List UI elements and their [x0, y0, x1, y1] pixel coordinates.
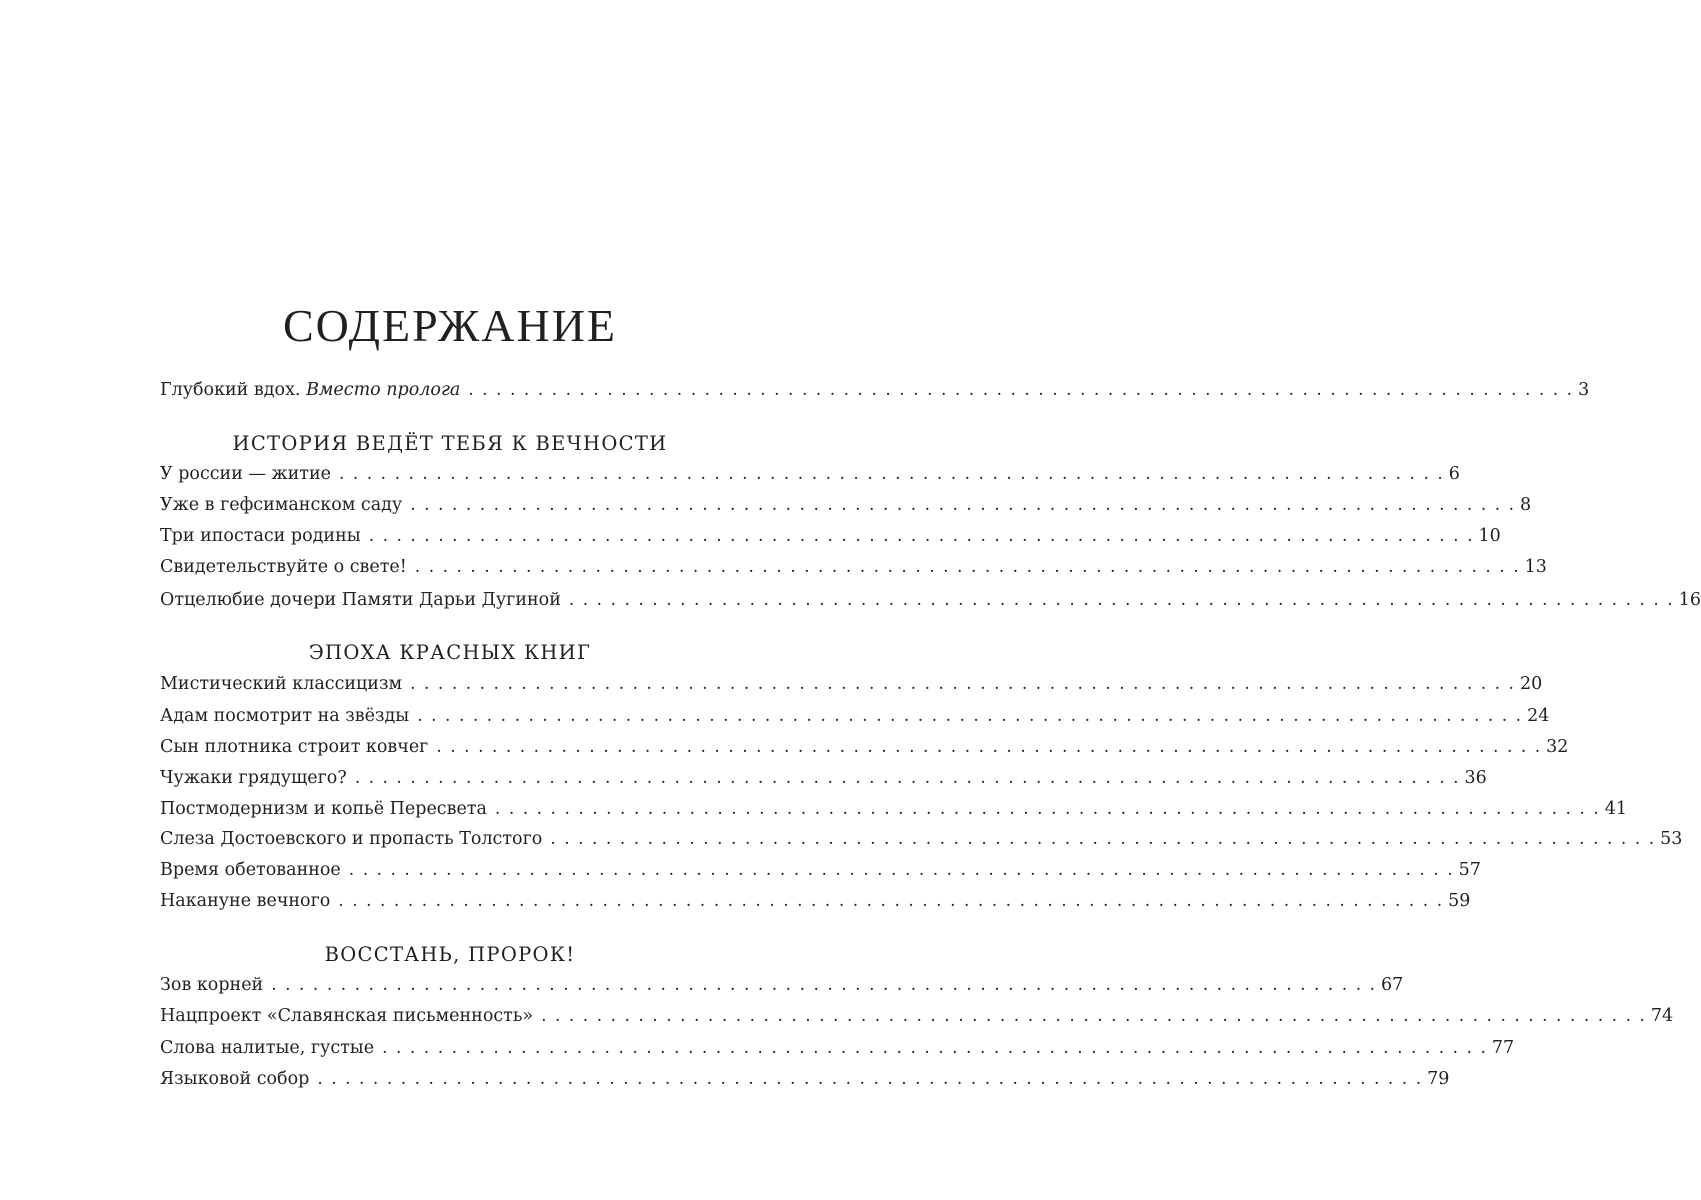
toc-page-number: 79	[1427, 1069, 1450, 1089]
toc-entry-label: Зов корней	[160, 975, 264, 995]
toc-page-number: 77	[1491, 1038, 1515, 1058]
toc-page-number: 53	[1660, 829, 1683, 849]
toc-entry-label: Постмодернизм и копьё Пересвета	[160, 799, 487, 819]
dot-leader: . . . . . . . . . . . . . . . . . . . . . . . . . . . . . . . . . . . . . . . . . . . . . . . . . . . . . . . . . . . . . . . . . . . . . . . . . . . . . . . .	[568, 590, 1673, 610]
toc-entry-label: Чужаки грядущего?	[160, 768, 347, 788]
toc-entry	[160, 732, 1569, 762]
dot-leader: . . . . . . . . . . . . . . . . . . . . . . . . . . . . . . . . . . . . . . . . . . . . . . . . . . . . . . . . . . . . . . . . . . . . . . . . . . . . . . . .	[541, 1006, 1645, 1026]
dot-leader: . . . . . . . . . . . . . . . . . . . . . . . . . . . . . . . . . . . . . . . . . . . . . . . . . . . . . . . . . . . . . . . . . . . . . . . . . . . . . . . .	[338, 464, 1443, 484]
toc-page-number: 6	[1448, 464, 1460, 484]
toc-page-number: 67	[1381, 975, 1404, 995]
toc-page-number: 3	[1578, 380, 1590, 400]
toc-page-number: 8	[1520, 495, 1532, 515]
toc-entry	[160, 794, 1628, 824]
toc-entry	[160, 490, 1532, 520]
page-title: СОДЕРЖАНИЕ	[282, 300, 618, 351]
toc-entry-label: Глубокий вдох. Вместо пролога	[160, 380, 461, 400]
toc-entry	[160, 701, 1550, 731]
toc-entry	[160, 1033, 1515, 1063]
dot-leader: . . . . . . . . . . . . . . . . . . . . . . . . . . . . . . . . . . . . . . . . . . . . . . . . . . . . . . . . . . . . . . . . . . . . . . . . . . . . . . . .	[368, 526, 1473, 546]
toc-entry-label: У россии — житие	[160, 464, 331, 484]
dot-leader: . . . . . . . . . . . . . . . . . . . . . . . . . . . . . . . . . . . . . . . . . . . . . . . . . . . . . . . . . . . . . . . . . . . . . . . . . . . . . . . .	[317, 1069, 1422, 1089]
toc-entry-label: Слова налитые, густые	[160, 1038, 375, 1058]
toc-entry	[160, 886, 1471, 916]
toc-entry-label: Адам посмотрит на звёзды	[160, 706, 410, 726]
toc-entry-prologue	[160, 375, 1590, 405]
dot-leader: . . . . . . . . . . . . . . . . . . . . . . . . . . . . . . . . . . . . . . . . . . . . . . . . . . . . . . . . . . . . . . . . . . . . . . . . . . . . . . . .	[410, 674, 1514, 694]
toc-entry-label: Уже в гефсиманском саду	[160, 495, 403, 515]
toc-page-number: 16	[1678, 590, 1701, 610]
section-heading: ИСТОРИЯ ВЕДЁТ ТЕБЯ К ВЕЧНОСТИ	[232, 432, 668, 455]
dot-leader: . . . . . . . . . . . . . . . . . . . . . . . . . . . . . . . . . . . . . . . . . . . . . . . . . . . . . . . . . . . . . . . . . . . . . . . . . . . . . . . .	[468, 380, 1573, 400]
dot-leader: . . . . . . . . . . . . . . . . . . . . . . . . . . . . . . . . . . . . . . . . . . . . . . . . . . . . . . . . . . . . . . . . . . . . . . . . . . . . . . . .	[436, 737, 1541, 757]
toc-entry	[160, 585, 1701, 615]
toc-entry-label: Отцелюбие дочери Памяти Дарьи Дугиной	[160, 590, 561, 610]
toc-page-number: 41	[1604, 799, 1628, 819]
toc-entry-label: Свидетельствуйте о свете!	[160, 557, 407, 577]
toc-page-number: 10	[1478, 526, 1501, 546]
toc-page-number: 36	[1464, 768, 1487, 788]
toc-entry-label: Нацпроект «Славянская письменность»	[160, 1006, 534, 1026]
dot-leader: . . . . . . . . . . . . . . . . . . . . . . . . . . . . . . . . . . . . . . . . . . . . . . . . . . . . . . . . . . . . . . . . . . . . . . . . . . . . . . . .	[550, 829, 1655, 849]
toc-entry-label: Сын плотника строит ковчег	[160, 737, 429, 757]
dot-leader: . . . . . . . . . . . . . . . . . . . . . . . . . . . . . . . . . . . . . . . . . . . . . . . . . . . . . . . . . . . . . . . . . . . . . . . . . . . . . . . .	[410, 495, 1515, 515]
dot-leader: . . . . . . . . . . . . . . . . . . . . . . . . . . . . . . . . . . . . . . . . . . . . . . . . . . . . . . . . . . . . . . . . . . . . . . . . . . . . . . . .	[354, 768, 1459, 788]
section-heading: ЭПОХА КРАСНЫХ КНИГ	[308, 641, 592, 664]
toc-entry-label: Накануне вечного	[160, 891, 331, 911]
toc-entry-label: Слеза Достоевского и пропасть Толстого	[160, 829, 543, 849]
toc-entry	[160, 1064, 1450, 1094]
toc-entry-label: Три ипостаси родины	[160, 526, 361, 546]
toc-entry	[160, 855, 1481, 885]
dot-leader: . . . . . . . . . . . . . . . . . . . . . . . . . . . . . . . . . . . . . . . . . . . . . . . . . . . . . . . . . . . . . . . . . . . . . . . . . . . . . . . .	[271, 975, 1376, 995]
toc-page-number: 20	[1519, 674, 1543, 694]
section-heading: ВОССТАНЬ, ПРОРОК!	[324, 943, 576, 966]
toc-page-number: 32	[1546, 737, 1569, 757]
toc-entry	[160, 824, 1683, 854]
dot-leader: . . . . . . . . . . . . . . . . . . . . . . . . . . . . . . . . . . . . . . . . . . . . . . . . . . . . . . . . . . . . . . . . . . . . . . . . . . . . . . . .	[382, 1038, 1486, 1058]
toc-entry-label: Время обетованное	[160, 860, 341, 880]
dot-leader: . . . . . . . . . . . . . . . . . . . . . . . . . . . . . . . . . . . . . . . . . . . . . . . . . . . . . . . . . . . . . . . . . . . . . . . . . . . . . . . .	[414, 557, 1519, 577]
toc-entry	[160, 669, 1543, 699]
toc-entry	[160, 521, 1501, 551]
toc-page-number: 74	[1650, 1006, 1674, 1026]
dot-leader: . . . . . . . . . . . . . . . . . . . . . . . . . . . . . . . . . . . . . . . . . . . . . . . . . . . . . . . . . . . . . . . . . . . . . . . . . . . . . . . .	[348, 860, 1453, 880]
toc-entry	[160, 1001, 1674, 1031]
toc-entry	[160, 552, 1547, 582]
toc-entry-label-italic: Вместо пролога	[306, 380, 461, 400]
dot-leader: . . . . . . . . . . . . . . . . . . . . . . . . . . . . . . . . . . . . . . . . . . . . . . . . . . . . . . . . . . . . . . . . . . . . . . . . . . . . . . . .	[417, 706, 1522, 726]
dot-leader: . . . . . . . . . . . . . . . . . . . . . . . . . . . . . . . . . . . . . . . . . . . . . . . . . . . . . . . . . . . . . . . . . . . . . . . . . . . . . . . .	[338, 891, 1443, 911]
toc-page-number: 57	[1458, 860, 1481, 880]
toc-entry	[160, 459, 1460, 489]
toc-page-number: 13	[1524, 557, 1547, 577]
toc-entry	[160, 970, 1404, 1000]
dot-leader: . . . . . . . . . . . . . . . . . . . . . . . . . . . . . . . . . . . . . . . . . . . . . . . . . . . . . . . . . . . . . . . . . . . . . . . . . . . . . . . .	[494, 799, 1599, 819]
toc-page-number: 24	[1527, 706, 1550, 726]
toc-entry	[160, 763, 1487, 793]
toc-entry-label: Языковой собор	[160, 1069, 310, 1089]
toc-entry-label: Мистический классицизм	[160, 674, 403, 694]
toc-page-number: 59	[1448, 891, 1471, 911]
